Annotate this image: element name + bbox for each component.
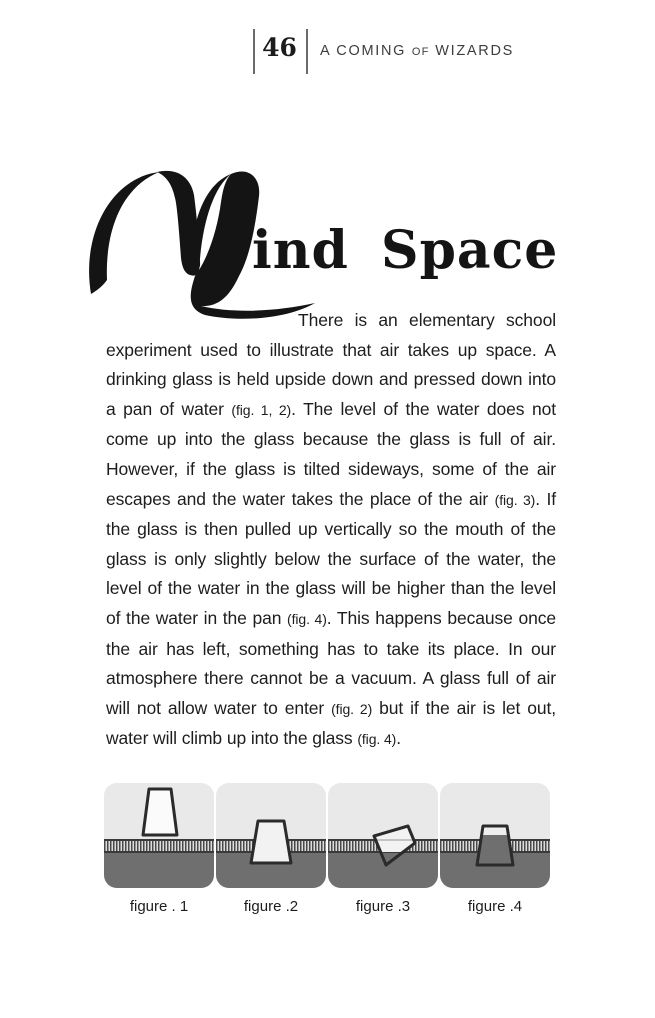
- figure-3-caption: figure .3: [355, 898, 411, 915]
- figure-4-caption: figure .4: [467, 898, 523, 915]
- figure-4-illustration: [440, 783, 550, 888]
- figure-4-panel: [440, 783, 550, 888]
- header-rule-right: [306, 29, 308, 74]
- figure-1-caption: figure . 1: [129, 898, 189, 915]
- figure-1-illustration: [104, 783, 214, 888]
- running-head-title: A COMING OF WIZARDS: [320, 43, 515, 59]
- page-number: 46: [262, 33, 297, 62]
- glass-above-water-icon: [143, 789, 177, 835]
- figure-3-panel: [328, 783, 438, 888]
- figure-1-panel: [104, 783, 214, 888]
- glass-in-water-icon: [251, 821, 291, 863]
- figure-2-illustration: [216, 783, 326, 888]
- figure-2-panel: [216, 783, 326, 888]
- water-body: [104, 853, 214, 888]
- body-paragraph: There is an elementary school experiment used to illustrate that air takes up space. A drinking glass is held upside down and pressed down into a pan of water (fig. 1, 2). The level of the water does not come up into the glass because the glass is full of air. However, if the glass is tilted sideways, some of the air escapes and the water takes the place of the air (fig. 3). If the glass is then pulled up vertically so the mouth of the glass is only slightly below the surface of the water, the level of the water in the glass will be higher than the level of the water in the pan (fig. 4). This happens because once the air has left, something has to take its place. In our atmosphere there cannot be a vacuum. A glass full of air will not allow water to enter (fig. 2) but if the air is let out, water will climb up into the glass (fig. 4).: [106, 310, 556, 749]
- figure-2-caption: figure .2: [243, 898, 299, 915]
- chapter-title: ind Space: [252, 220, 559, 281]
- figure-3-illustration: [328, 783, 438, 888]
